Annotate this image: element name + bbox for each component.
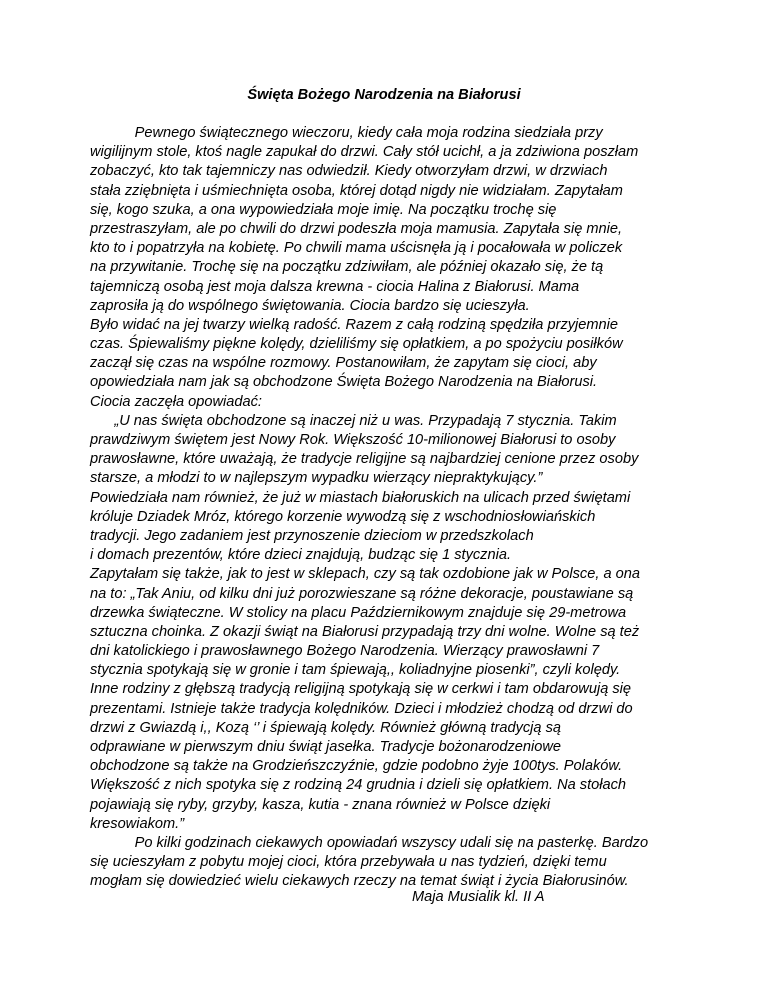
text-line: stycznia spotykają się w gronie i tam śpiewają,, koliadnyjne piosenki”, czyli kolędy. <box>90 662 621 679</box>
text-line: się, kogo szuka, a ona wypowiedziała moje imię. Na początku trochę się <box>90 201 557 218</box>
text-line: na przywitanie. Trochę się na początku zdziwiłam, ale później okazało się, że tą <box>90 259 604 276</box>
text-line: Powiedziała nam również, że już w miastach białoruskich na ulicach przed świętami <box>90 489 631 506</box>
document-title: Święta Bożego Narodzenia na Białorusi <box>247 87 521 103</box>
text-line: i domach prezentów, które dzieci znajdują, budząc się 1 stycznia. <box>90 547 512 564</box>
text-line: drzwi z Gwiazdą i,, Kozą ‘’ i śpiewają kolędy. Również główną tradycją są <box>90 719 561 736</box>
text-line: Po kilki godzinach ciekawych opowiadań wszyscy udali się na pasterkę. Bardzo <box>90 834 649 851</box>
text-line: sztuczna choinka. Z okazji świąt na Białorusi przypadają trzy dni wolne. Wolne są też <box>90 623 640 640</box>
text-line: drzewka świąteczne. W stolicy na placu Październikowym znajduje się 29-metrowa <box>90 604 627 621</box>
text-line: Większość z nich spotyka się z rodziną 24 grudnia i dzieli się opłatkiem. Na stołach <box>90 777 627 794</box>
text-line: czas. Śpiewaliśmy piękne kolędy, dzieliliśmy się opłatkiem, a po spożyciu posiłków <box>90 336 623 353</box>
author-signature: Maja Musialik kl. II A <box>412 889 545 905</box>
text-line: zaprosiła ją do wspólnego świętowania. Ciocia bardzo się ucieszyła. <box>90 297 530 314</box>
text-line: na to: „Tak Aniu, od kilku dni już porozwieszane są różne dekoracje, poustawiane są <box>90 585 634 602</box>
text-line: mogłam się dowiedzieć wielu ciekawych rzeczy na temat świąt i życia Białorusinów. <box>90 873 629 890</box>
text-line: Było widać na jej twarzy wielką radość. Razem z całą rodziną spędziła przyjemnie <box>90 316 619 333</box>
text-line: prezentami. Istnieje także tradycja kolędników. Dzieci i młodzież chodzą od drzwi do <box>90 700 633 717</box>
text-line: prawosławne, które uważają, że tradycje religijne są najbardziej cenione przez osoby <box>90 451 639 468</box>
text-line: Zapytałam się także, jak to jest w sklepach, czy są tak ozdobione jak w Polsce, a ona <box>90 566 640 583</box>
text-line: Ciocia zaczęła opowiadać: <box>90 393 262 410</box>
text-line: zobaczyć, kto tak tajemniczy nas odwiedził. Kiedy otworzyłam drzwi, w drzwiach <box>90 163 608 180</box>
text-line: wigilijnym stole, ktoś nagle zapukał do drzwi. Cały stół ucichł, a ja zdziwiona poszłam <box>90 144 639 161</box>
text-line: Pewnego świątecznego wieczoru, kiedy cała moja rodzina siedziała przy <box>90 125 603 141</box>
text-line: Inne rodziny z głębszą tradycją religijną spotykają się w cerkwi i tam obdarowują się <box>90 681 632 698</box>
text-line: „U nas święta obchodzone są inaczej niż u was. Przypadają 7 stycznia. Takim <box>90 412 617 429</box>
text-line: obchodzone są także na Grodzieńszczyźnie, gdzie podobno żyje 100tys. Polaków. <box>90 758 623 775</box>
text-line: przestraszyłam, ale po chwili do drzwi podeszła moja mamusia. Zapytała się mnie, <box>90 220 623 237</box>
text-line: pojawiają się ryby, grzyby, kasza, kutia - znana również w Polsce dzięki <box>90 796 551 813</box>
text-line: prawdziwym świętem jest Nowy Rok. Większość 10-milionowej Białorusi to osoby <box>90 432 616 448</box>
text-line: się ucieszyłam z pobytu mojej cioci, która przebywała u nas tydzień, dzięki temu <box>90 854 607 871</box>
text-line: króluje Dziadek Mróz, którego korzenie wywodzą się z wschodniosłowiańskich <box>90 508 596 525</box>
text-line: tajemniczą osobą jest moja dalsza krewna - ciocia Halina z Białorusi. Mama <box>90 278 580 295</box>
text-line: kto to i popatrzyła na kobietę. Po chwili mama uścisnęła ją i pocałowała w policzek <box>90 240 623 257</box>
text-line: odprawiane w pierwszym dniu świąt jasełka. Tradycje bożonarodzeniowe <box>90 739 562 755</box>
text-line: opowiedziała nam jak są obchodzone Święta Bożego Narodzenia na Białorusi. <box>90 374 598 391</box>
document-body <box>90 124 690 892</box>
text-line: tradycji. Jego zadaniem jest przynoszenie dzieciom w przedszkolach <box>90 527 534 544</box>
text-line: stała zziębnięta i uśmiechnięta osoba, której dotąd nigdy nie widziałam. Zapytałam <box>90 182 623 199</box>
text-line: dni katolickiego i prawosławnego Bożego Narodzenia. Wierzący prawosławni 7 <box>90 643 600 660</box>
text-line: starsze, a młodzi to w najlepszym wypadku wierzący niepraktykujący.” <box>90 470 543 487</box>
text-line: zaczął się czas na wspólne rozmowy. Postanowiłam, że zapytam się cioci, aby <box>90 355 597 372</box>
text-line: kresowiakom.” <box>90 815 185 832</box>
